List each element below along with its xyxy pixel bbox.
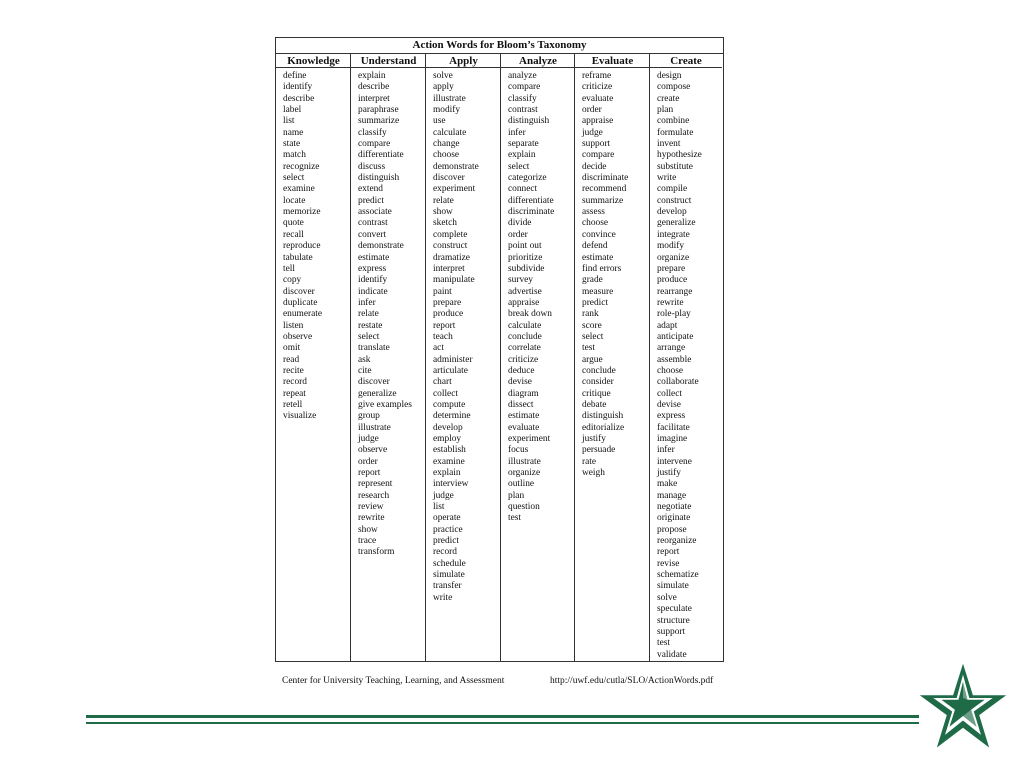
action-word: memorize bbox=[283, 207, 321, 218]
header-divider bbox=[350, 54, 351, 68]
action-word: reframe bbox=[582, 71, 612, 81]
action-word: restate bbox=[358, 320, 383, 331]
action-word: choose bbox=[582, 218, 609, 229]
action-word: explain bbox=[433, 468, 461, 479]
action-word: estimate bbox=[508, 411, 540, 422]
word-list bbox=[508, 71, 554, 525]
action-word: revise bbox=[657, 558, 680, 569]
action-word: categorize bbox=[508, 173, 547, 184]
action-word: describe bbox=[358, 82, 390, 93]
action-word: experiment bbox=[508, 434, 551, 444]
action-word: deduce bbox=[508, 365, 535, 376]
action-word: practice bbox=[433, 524, 463, 535]
action-word: copy bbox=[283, 275, 302, 286]
column-understand bbox=[351, 68, 426, 661]
footer-source: Center for University Teaching, Learning, and Assessment bbox=[282, 676, 505, 686]
action-word: demonstrate bbox=[433, 161, 479, 172]
column-analyze bbox=[501, 68, 575, 661]
column-create bbox=[650, 68, 722, 661]
action-word: evaluate bbox=[508, 422, 540, 433]
action-word: identify bbox=[283, 82, 313, 93]
action-word: distinguish bbox=[358, 173, 400, 184]
action-word: modify bbox=[433, 105, 461, 116]
column-header-analyze: Analyze bbox=[501, 54, 575, 68]
action-word: omit bbox=[283, 343, 301, 354]
action-word: simulate bbox=[657, 581, 689, 592]
action-word: illustrate bbox=[358, 422, 391, 433]
column-apply bbox=[426, 68, 501, 661]
action-word: record bbox=[283, 377, 307, 388]
action-word: formulate bbox=[657, 127, 694, 138]
action-word: chart bbox=[433, 377, 452, 388]
action-word: combine bbox=[657, 116, 690, 127]
action-word: criticize bbox=[508, 354, 539, 365]
action-word: argue bbox=[582, 354, 603, 365]
action-word: estimate bbox=[358, 252, 390, 263]
action-word: hypothesize bbox=[657, 150, 702, 161]
action-word: outline bbox=[508, 479, 535, 490]
action-word: editorialize bbox=[582, 422, 625, 433]
action-word: read bbox=[283, 354, 300, 365]
action-word: classify bbox=[358, 127, 387, 138]
action-word: calculate bbox=[433, 127, 467, 138]
action-word: find errors bbox=[582, 263, 622, 274]
action-word: prioritize bbox=[508, 252, 543, 263]
action-word: show bbox=[358, 524, 378, 535]
action-word: translate bbox=[358, 343, 390, 354]
action-word: use bbox=[433, 116, 446, 127]
action-word: manage bbox=[657, 490, 687, 501]
action-word: tabulate bbox=[283, 252, 313, 263]
action-word: predict bbox=[582, 297, 609, 308]
action-word: appraise bbox=[508, 297, 540, 308]
action-word: diagram bbox=[508, 388, 539, 399]
action-word: observe bbox=[283, 331, 313, 342]
action-word: trace bbox=[358, 536, 377, 547]
action-word: propose bbox=[657, 524, 687, 535]
action-word: design bbox=[657, 71, 682, 81]
action-word: infer bbox=[508, 127, 526, 138]
action-word: justify bbox=[582, 434, 606, 444]
action-word: select bbox=[582, 331, 604, 342]
action-word: compute bbox=[433, 399, 466, 410]
action-word: order bbox=[582, 105, 602, 116]
action-word: devise bbox=[508, 377, 532, 388]
action-word: distinguish bbox=[582, 411, 624, 422]
action-word: group bbox=[358, 411, 380, 422]
action-word: indicate bbox=[358, 286, 388, 297]
action-word: prepare bbox=[657, 263, 686, 274]
action-word: consider bbox=[582, 377, 614, 388]
action-word: interview bbox=[433, 479, 469, 490]
word-list bbox=[657, 71, 702, 661]
action-word: connect bbox=[508, 184, 538, 195]
action-word: match bbox=[283, 150, 306, 161]
star-logo-icon bbox=[918, 662, 1008, 752]
action-word: make bbox=[657, 479, 678, 490]
action-word: support bbox=[657, 626, 686, 637]
action-word: prepare bbox=[433, 297, 462, 308]
action-word: recognize bbox=[283, 161, 320, 172]
column-knowledge bbox=[276, 68, 351, 661]
action-word: divide bbox=[508, 218, 532, 229]
action-word: compose bbox=[657, 82, 691, 93]
action-word: focus bbox=[508, 445, 529, 456]
action-word: visualize bbox=[283, 411, 317, 422]
action-word: differentiate bbox=[358, 150, 404, 161]
footer-url: http://uwf.edu/cutla/SLO/ActionWords.pdf bbox=[550, 676, 714, 686]
action-word: employ bbox=[433, 434, 462, 444]
action-word: relate bbox=[433, 195, 454, 206]
action-word: predict bbox=[433, 536, 460, 547]
action-word: collect bbox=[657, 388, 682, 399]
action-word: judge bbox=[582, 127, 603, 138]
action-word: discover bbox=[358, 377, 390, 388]
action-word: create bbox=[657, 93, 680, 104]
word-list bbox=[582, 71, 628, 479]
action-word: associate bbox=[358, 207, 392, 218]
blooms-taxonomy-table bbox=[275, 37, 724, 662]
action-word: identify bbox=[358, 275, 388, 286]
word-list bbox=[283, 71, 322, 423]
action-word: discriminate bbox=[582, 173, 629, 184]
action-word: subdivide bbox=[508, 263, 545, 274]
action-word: adapt bbox=[657, 320, 678, 331]
action-word: name bbox=[283, 127, 304, 138]
action-word: choose bbox=[433, 150, 460, 161]
action-word: tell bbox=[283, 263, 295, 274]
action-word: integrate bbox=[657, 229, 690, 240]
action-word: demonstrate bbox=[358, 241, 404, 252]
action-word: judge bbox=[358, 434, 379, 444]
action-word: enumerate bbox=[283, 309, 323, 320]
action-word: dramatize bbox=[433, 252, 470, 263]
header-divider bbox=[649, 54, 650, 68]
action-word: listen bbox=[283, 320, 304, 331]
action-word: test bbox=[657, 638, 671, 649]
action-word: order bbox=[508, 229, 528, 240]
action-word: assemble bbox=[657, 354, 692, 365]
action-word: point out bbox=[508, 241, 542, 252]
action-word: assess bbox=[582, 207, 605, 218]
action-word: discover bbox=[283, 286, 315, 297]
action-word: compare bbox=[582, 150, 615, 161]
action-word: explain bbox=[358, 71, 386, 81]
action-word: illustrate bbox=[508, 456, 541, 467]
action-word: imagine bbox=[657, 434, 688, 444]
action-word: discriminate bbox=[508, 207, 555, 218]
action-word: organize bbox=[657, 252, 690, 263]
action-word: discover bbox=[433, 173, 465, 184]
action-word: label bbox=[283, 105, 302, 116]
action-word: plan bbox=[508, 490, 525, 501]
action-word: observe bbox=[358, 445, 388, 456]
action-word: measure bbox=[582, 286, 614, 297]
action-word: debate bbox=[582, 399, 607, 410]
action-word: criticize bbox=[582, 82, 613, 93]
column-header-knowledge: Knowledge bbox=[276, 54, 351, 68]
action-word: experiment bbox=[433, 184, 476, 195]
action-word: estimate bbox=[582, 252, 614, 263]
action-word: complete bbox=[433, 229, 468, 240]
action-word: transfer bbox=[433, 581, 462, 592]
action-word: transform bbox=[358, 547, 395, 558]
action-word: collect bbox=[433, 388, 458, 399]
action-word: retell bbox=[283, 399, 303, 410]
action-word: decide bbox=[582, 161, 607, 172]
action-word: devise bbox=[657, 399, 681, 410]
column-header-understand: Understand bbox=[351, 54, 426, 68]
header-divider bbox=[425, 54, 426, 68]
action-word: generalize bbox=[358, 388, 397, 399]
action-word: rewrite bbox=[657, 297, 684, 308]
action-word: recommend bbox=[582, 184, 627, 195]
action-word: review bbox=[358, 502, 384, 513]
action-word: articulate bbox=[433, 365, 468, 376]
action-word: break down bbox=[508, 309, 552, 320]
action-word: reorganize bbox=[657, 536, 697, 547]
action-word: support bbox=[582, 139, 611, 150]
action-word: state bbox=[283, 139, 301, 150]
table-title: Action Words for Bloom’s Taxonomy bbox=[276, 38, 723, 54]
action-word: rearrange bbox=[657, 286, 693, 297]
action-word: dissect bbox=[508, 399, 534, 410]
action-word: convince bbox=[582, 229, 616, 240]
action-word: show bbox=[433, 207, 453, 218]
action-word: recall bbox=[283, 229, 304, 240]
action-word: select bbox=[508, 161, 530, 172]
action-word: research bbox=[358, 490, 390, 501]
action-word: intervene bbox=[657, 456, 692, 467]
action-word: conclude bbox=[582, 365, 616, 376]
action-word: schedule bbox=[433, 558, 466, 569]
action-word: administer bbox=[433, 354, 473, 365]
action-word: calculate bbox=[508, 320, 542, 331]
column-header-apply: Apply bbox=[426, 54, 501, 68]
action-word: manipulate bbox=[433, 275, 475, 286]
action-word: represent bbox=[358, 479, 393, 490]
action-word: explain bbox=[508, 150, 536, 161]
action-word: appraise bbox=[582, 116, 614, 127]
action-word: compile bbox=[657, 184, 688, 195]
column-header-create: Create bbox=[650, 54, 722, 68]
action-word: summarize bbox=[582, 195, 624, 206]
action-word: weigh bbox=[582, 468, 605, 479]
action-word: compare bbox=[508, 82, 541, 93]
action-word: schematize bbox=[657, 570, 699, 581]
action-word: separate bbox=[508, 139, 539, 150]
action-word: select bbox=[358, 331, 380, 342]
green-divider-bar bbox=[86, 715, 919, 718]
action-word: facilitate bbox=[657, 422, 690, 433]
action-word: interpret bbox=[358, 93, 390, 104]
action-word: paint bbox=[433, 286, 452, 297]
action-word: judge bbox=[433, 490, 454, 501]
action-word: classify bbox=[508, 93, 537, 104]
action-word: summarize bbox=[358, 116, 400, 127]
action-word: test bbox=[582, 343, 596, 354]
action-word: reproduce bbox=[283, 241, 321, 252]
action-word: persuade bbox=[582, 445, 616, 456]
action-word: quote bbox=[283, 218, 304, 229]
action-word: convert bbox=[358, 229, 387, 240]
action-word: list bbox=[433, 502, 445, 513]
action-word: defend bbox=[582, 241, 608, 252]
action-word: teach bbox=[433, 331, 453, 342]
action-word: modify bbox=[657, 241, 685, 252]
word-list bbox=[358, 71, 412, 559]
action-word: report bbox=[657, 547, 680, 558]
action-word: operate bbox=[433, 513, 461, 524]
action-word: develop bbox=[657, 207, 687, 218]
action-word: construct bbox=[433, 241, 468, 252]
action-word: cite bbox=[358, 365, 372, 376]
action-word: define bbox=[283, 71, 307, 81]
action-word: rate bbox=[582, 456, 597, 467]
action-word: determine bbox=[433, 411, 471, 422]
action-word: substitute bbox=[657, 161, 693, 172]
action-word: illustrate bbox=[433, 93, 466, 104]
header-divider bbox=[500, 54, 501, 68]
action-word: examine bbox=[283, 184, 315, 195]
action-word: originate bbox=[657, 513, 691, 524]
action-word: locate bbox=[283, 195, 306, 206]
action-word: differentiate bbox=[508, 195, 554, 206]
action-word: construct bbox=[657, 195, 692, 206]
action-word: extend bbox=[358, 184, 383, 195]
action-word: change bbox=[433, 139, 460, 150]
action-word: test bbox=[508, 513, 522, 524]
action-word: give examples bbox=[358, 399, 412, 410]
action-word: record bbox=[433, 547, 457, 558]
action-word: rewrite bbox=[358, 513, 385, 524]
word-list bbox=[433, 71, 479, 604]
action-word: express bbox=[657, 411, 686, 422]
action-word: advertise bbox=[508, 286, 542, 297]
action-word: invent bbox=[657, 139, 681, 150]
action-word: compare bbox=[358, 139, 391, 150]
action-word: plan bbox=[657, 105, 674, 116]
action-word: generalize bbox=[657, 218, 696, 229]
action-word: apply bbox=[433, 82, 454, 93]
action-word: produce bbox=[433, 309, 464, 320]
action-word: infer bbox=[358, 297, 376, 308]
action-word: report bbox=[358, 468, 381, 479]
action-word: establish bbox=[433, 445, 466, 456]
action-word: choose bbox=[657, 365, 684, 376]
action-word: collaborate bbox=[657, 377, 699, 388]
action-word: validate bbox=[657, 649, 687, 660]
action-word: interpret bbox=[433, 263, 465, 274]
action-word: examine bbox=[433, 456, 465, 467]
action-word: arrange bbox=[657, 343, 686, 354]
action-word: produce bbox=[657, 275, 688, 286]
action-word: select bbox=[283, 173, 305, 184]
action-word: score bbox=[582, 320, 602, 331]
green-divider-bar bbox=[86, 722, 919, 724]
action-word: critique bbox=[582, 388, 611, 399]
action-word: speculate bbox=[657, 604, 692, 615]
action-word: conclude bbox=[508, 331, 542, 342]
action-word: report bbox=[433, 320, 456, 331]
column-evaluate bbox=[575, 68, 650, 661]
action-word: solve bbox=[657, 592, 677, 603]
action-word: order bbox=[358, 456, 378, 467]
action-word: structure bbox=[657, 615, 690, 626]
action-word: solve bbox=[433, 71, 453, 81]
action-word: simulate bbox=[433, 570, 465, 581]
action-word: justify bbox=[657, 468, 681, 479]
action-word: repeat bbox=[283, 388, 306, 399]
action-word: survey bbox=[508, 275, 533, 286]
action-word: rank bbox=[582, 309, 599, 320]
action-word: anticipate bbox=[657, 331, 694, 342]
action-word: correlate bbox=[508, 343, 541, 354]
action-word: act bbox=[433, 343, 444, 354]
action-word: grade bbox=[582, 275, 603, 286]
action-word: predict bbox=[358, 195, 385, 206]
action-word: analyze bbox=[508, 71, 537, 81]
action-word: distinguish bbox=[508, 116, 550, 127]
action-word: duplicate bbox=[283, 297, 318, 308]
action-word: evaluate bbox=[582, 93, 614, 104]
action-word: contrast bbox=[358, 218, 388, 229]
action-word: discuss bbox=[358, 161, 386, 172]
action-word: infer bbox=[657, 445, 675, 456]
action-word: recite bbox=[283, 365, 304, 376]
action-word: express bbox=[358, 263, 387, 274]
action-word: write bbox=[433, 592, 453, 603]
action-word: ask bbox=[358, 354, 371, 365]
header-divider bbox=[574, 54, 575, 68]
action-word: sketch bbox=[433, 218, 457, 229]
action-word: describe bbox=[283, 93, 315, 104]
action-word: organize bbox=[508, 468, 541, 479]
action-word: list bbox=[283, 116, 295, 127]
action-word: relate bbox=[358, 309, 379, 320]
action-word: question bbox=[508, 502, 540, 513]
action-word: role-play bbox=[657, 309, 691, 320]
action-word: write bbox=[657, 173, 677, 184]
action-word: paraphrase bbox=[358, 105, 399, 116]
action-word: contrast bbox=[508, 105, 538, 116]
action-word: develop bbox=[433, 422, 463, 433]
column-header-evaluate: Evaluate bbox=[575, 54, 650, 68]
action-word: negotiate bbox=[657, 502, 692, 513]
